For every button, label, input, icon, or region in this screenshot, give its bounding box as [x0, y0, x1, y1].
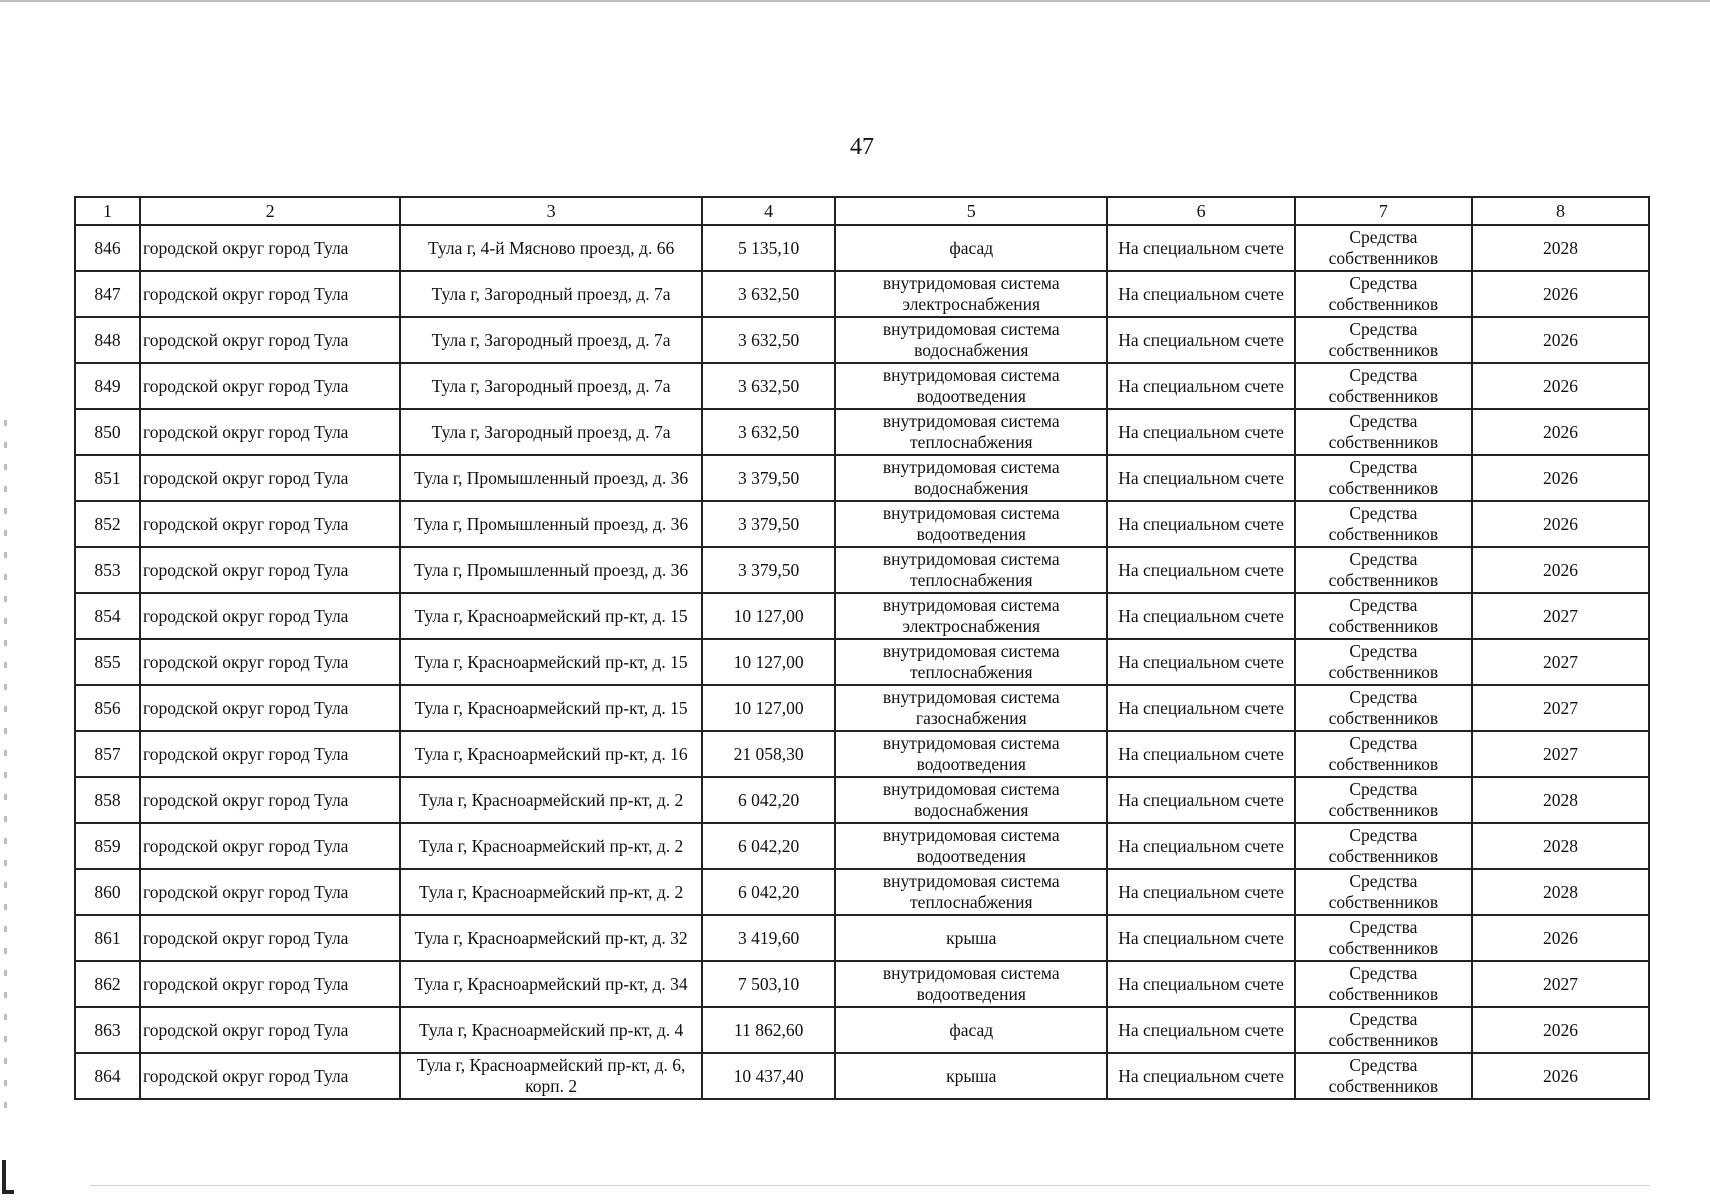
account-type-cell: На специальном счете: [1107, 685, 1295, 731]
account-type-cell: На специальном счете: [1107, 455, 1295, 501]
account-type-cell: На специальном счете: [1107, 731, 1295, 777]
year-cell: 2026: [1472, 501, 1649, 547]
table-row: [75, 639, 1649, 685]
work-type-cell: внутридомовая система электроснабжения: [835, 593, 1107, 639]
table-row: [75, 317, 1649, 363]
address-cell: Тула г, Загородный проезд, д. 7а: [400, 409, 702, 455]
year-cell: 2028: [1472, 869, 1649, 915]
column-header: 8: [1472, 197, 1649, 225]
row-number-cell: 863: [75, 1007, 140, 1053]
year-cell: 2026: [1472, 317, 1649, 363]
address-cell: Тула г, Промышленный проезд, д. 36: [400, 547, 702, 593]
row-number-cell: 852: [75, 501, 140, 547]
row-number-cell: 858: [75, 777, 140, 823]
row-number-cell: 855: [75, 639, 140, 685]
area-cell: 6 042,20: [702, 823, 835, 869]
municipality-cell: городской округ город Тула: [140, 455, 400, 501]
year-cell: 2026: [1472, 409, 1649, 455]
address-cell: Тула г, Красноармейский пр-кт, д. 4: [400, 1007, 702, 1053]
row-number-cell: 848: [75, 317, 140, 363]
funding-source-cell: Средства собственников: [1295, 961, 1472, 1007]
row-number-cell: 851: [75, 455, 140, 501]
table-row: [75, 1007, 1649, 1053]
area-cell: 10 127,00: [702, 685, 835, 731]
funding-source-cell: Средства собственников: [1295, 1053, 1472, 1099]
row-number-cell: 849: [75, 363, 140, 409]
year-cell: 2026: [1472, 547, 1649, 593]
account-type-cell: На специальном счете: [1107, 271, 1295, 317]
area-cell: 3 632,50: [702, 317, 835, 363]
column-header: 5: [835, 197, 1107, 225]
funding-source-cell: Средства собственников: [1295, 271, 1472, 317]
municipality-cell: городской округ город Тула: [140, 363, 400, 409]
address-cell: Тула г, Красноармейский пр-кт, д. 15: [400, 639, 702, 685]
area-cell: 3 632,50: [702, 363, 835, 409]
funding-source-cell: Средства собственников: [1295, 363, 1472, 409]
municipality-cell: городской округ город Тула: [140, 639, 400, 685]
area-cell: 3 632,50: [702, 409, 835, 455]
year-cell: 2028: [1472, 225, 1649, 271]
municipality-cell: городской округ город Тула: [140, 409, 400, 455]
area-cell: 6 042,20: [702, 869, 835, 915]
address-cell: Тула г, Красноармейский пр-кт, д. 2: [400, 869, 702, 915]
column-header: 7: [1295, 197, 1472, 225]
row-number-cell: 864: [75, 1053, 140, 1099]
table-row: [75, 1053, 1649, 1099]
work-type-cell: внутридомовая система водоотведения: [835, 961, 1107, 1007]
column-header: 1: [75, 197, 140, 225]
work-type-cell: внутридомовая система водоотведения: [835, 731, 1107, 777]
table-row: [75, 363, 1649, 409]
address-cell: Тула г, Красноармейский пр-кт, д. 15: [400, 593, 702, 639]
funding-source-cell: Средства собственников: [1295, 225, 1472, 271]
table-row: [75, 685, 1649, 731]
funding-source-cell: Средства собственников: [1295, 869, 1472, 915]
column-header: 2: [140, 197, 400, 225]
account-type-cell: На специальном счете: [1107, 823, 1295, 869]
municipality-cell: городской округ город Тула: [140, 731, 400, 777]
area-cell: 3 419,60: [702, 915, 835, 961]
table-row: [75, 869, 1649, 915]
account-type-cell: На специальном счете: [1107, 225, 1295, 271]
address-cell: Тула г, Загородный проезд, д. 7а: [400, 363, 702, 409]
row-number-cell: 861: [75, 915, 140, 961]
funding-source-cell: Средства собственников: [1295, 915, 1472, 961]
funding-source-cell: Средства собственников: [1295, 1007, 1472, 1053]
address-cell: Тула г, Красноармейский пр-кт, д. 34: [400, 961, 702, 1007]
address-cell: Тула г, 4-й Мясново проезд, д. 66: [400, 225, 702, 271]
work-type-cell: внутридомовая система водоотведения: [835, 823, 1107, 869]
account-type-cell: На специальном счете: [1107, 317, 1295, 363]
account-type-cell: На специальном счете: [1107, 777, 1295, 823]
area-cell: 10 437,40: [702, 1053, 835, 1099]
row-number-cell: 850: [75, 409, 140, 455]
account-type-cell: На специальном счете: [1107, 547, 1295, 593]
work-type-cell: крыша: [835, 915, 1107, 961]
work-type-cell: внутридомовая система теплоснабжения: [835, 869, 1107, 915]
scan-edge-top: [0, 0, 1710, 2]
address-cell: Тула г, Красноармейский пр-кт, д. 2: [400, 823, 702, 869]
work-type-cell: внутридомовая система водоотведения: [835, 501, 1107, 547]
funding-source-cell: Средства собственников: [1295, 455, 1472, 501]
work-type-cell: крыша: [835, 1053, 1107, 1099]
work-type-cell: фасад: [835, 1007, 1107, 1053]
account-type-cell: На специальном счете: [1107, 363, 1295, 409]
account-type-cell: На специальном счете: [1107, 915, 1295, 961]
row-number-cell: 846: [75, 225, 140, 271]
row-number-cell: 860: [75, 869, 140, 915]
table-row: [75, 547, 1649, 593]
account-type-cell: На специальном счете: [1107, 1053, 1295, 1099]
table-row: [75, 501, 1649, 547]
work-type-cell: внутридомовая система водоснабжения: [835, 455, 1107, 501]
account-type-cell: На специальном счете: [1107, 593, 1295, 639]
area-cell: 6 042,20: [702, 777, 835, 823]
area-cell: 10 127,00: [702, 593, 835, 639]
municipality-cell: городской округ город Тула: [140, 547, 400, 593]
column-header: 3: [400, 197, 702, 225]
account-type-cell: На специальном счете: [1107, 639, 1295, 685]
funding-source-cell: Средства собственников: [1295, 593, 1472, 639]
table-row: [75, 593, 1649, 639]
area-cell: 21 058,30: [702, 731, 835, 777]
year-cell: 2026: [1472, 915, 1649, 961]
area-cell: 3 632,50: [702, 271, 835, 317]
work-type-cell: фасад: [835, 225, 1107, 271]
row-number-cell: 862: [75, 961, 140, 1007]
funding-source-cell: Средства собственников: [1295, 317, 1472, 363]
column-header: 4: [702, 197, 835, 225]
table-row: [75, 271, 1649, 317]
funding-source-cell: Средства собственников: [1295, 409, 1472, 455]
table-row: [75, 409, 1649, 455]
year-cell: 2026: [1472, 455, 1649, 501]
table-row: [75, 455, 1649, 501]
table-header-row: [75, 197, 1649, 225]
year-cell: 2027: [1472, 639, 1649, 685]
area-cell: 3 379,50: [702, 501, 835, 547]
funding-source-cell: Средства собственников: [1295, 731, 1472, 777]
table-row: [75, 731, 1649, 777]
page-number: 47: [850, 134, 874, 160]
row-number-cell: 859: [75, 823, 140, 869]
table-row: [75, 225, 1649, 271]
account-type-cell: На специальном счете: [1107, 409, 1295, 455]
work-type-cell: внутридомовая система теплоснабжения: [835, 639, 1107, 685]
work-type-cell: внутридомовая система электроснабжения: [835, 271, 1107, 317]
work-type-cell: внутридомовая система водоснабжения: [835, 777, 1107, 823]
area-cell: 3 379,50: [702, 455, 835, 501]
row-number-cell: 847: [75, 271, 140, 317]
year-cell: 2028: [1472, 777, 1649, 823]
municipality-cell: городской округ город Тула: [140, 823, 400, 869]
year-cell: 2026: [1472, 1053, 1649, 1099]
column-header: 6: [1107, 197, 1295, 225]
account-type-cell: На специальном счете: [1107, 501, 1295, 547]
row-number-cell: 854: [75, 593, 140, 639]
table-row: [75, 823, 1649, 869]
work-type-cell: внутридомовая система теплоснабжения: [835, 409, 1107, 455]
funding-source-cell: Средства собственников: [1295, 823, 1472, 869]
funding-source-cell: Средства собственников: [1295, 777, 1472, 823]
year-cell: 2026: [1472, 363, 1649, 409]
municipality-cell: городской округ город Тула: [140, 317, 400, 363]
work-type-cell: внутридомовая система водоотведения: [835, 363, 1107, 409]
account-type-cell: На специальном счете: [1107, 961, 1295, 1007]
address-cell: Тула г, Промышленный проезд, д. 36: [400, 501, 702, 547]
year-cell: 2026: [1472, 1007, 1649, 1053]
work-type-cell: внутридомовая система газоснабжения: [835, 685, 1107, 731]
municipality-cell: городской округ город Тула: [140, 271, 400, 317]
municipality-cell: городской округ город Тула: [140, 1053, 400, 1099]
municipality-cell: городской округ город Тула: [140, 225, 400, 271]
address-cell: Тула г, Красноармейский пр-кт, д. 2: [400, 777, 702, 823]
work-type-cell: внутридомовая система теплоснабжения: [835, 547, 1107, 593]
repair-schedule-table: [74, 196, 1650, 1100]
area-cell: 10 127,00: [702, 639, 835, 685]
scan-corner-mark: [2, 1160, 14, 1194]
year-cell: 2027: [1472, 685, 1649, 731]
funding-source-cell: Средства собственников: [1295, 639, 1472, 685]
address-cell: Тула г, Загородный проезд, д. 7а: [400, 271, 702, 317]
funding-source-cell: Средства собственников: [1295, 547, 1472, 593]
work-type-cell: внутридомовая система водоснабжения: [835, 317, 1107, 363]
municipality-cell: городской округ город Тула: [140, 915, 400, 961]
year-cell: 2026: [1472, 271, 1649, 317]
area-cell: 11 862,60: [702, 1007, 835, 1053]
area-cell: 3 379,50: [702, 547, 835, 593]
year-cell: 2028: [1472, 823, 1649, 869]
account-type-cell: На специальном счете: [1107, 869, 1295, 915]
row-number-cell: 853: [75, 547, 140, 593]
municipality-cell: городской округ город Тула: [140, 961, 400, 1007]
municipality-cell: городской округ город Тула: [140, 501, 400, 547]
year-cell: 2027: [1472, 593, 1649, 639]
address-cell: Тула г, Промышленный проезд, д. 36: [400, 455, 702, 501]
area-cell: 7 503,10: [702, 961, 835, 1007]
address-cell: Тула г, Красноармейский пр-кт, д. 16: [400, 731, 702, 777]
funding-source-cell: Средства собственников: [1295, 685, 1472, 731]
municipality-cell: городской округ город Тула: [140, 593, 400, 639]
scan-edge-bottom: [90, 1185, 1650, 1186]
area-cell: 5 135,10: [702, 225, 835, 271]
year-cell: 2027: [1472, 961, 1649, 1007]
municipality-cell: городской округ город Тула: [140, 777, 400, 823]
row-number-cell: 856: [75, 685, 140, 731]
address-cell: Тула г, Загородный проезд, д. 7а: [400, 317, 702, 363]
table-row: [75, 915, 1649, 961]
row-number-cell: 857: [75, 731, 140, 777]
year-cell: 2027: [1472, 731, 1649, 777]
address-cell: Тула г, Красноармейский пр-кт, д. 15: [400, 685, 702, 731]
address-cell: Тула г, Красноармейский пр-кт, д. 32: [400, 915, 702, 961]
account-type-cell: На специальном счете: [1107, 1007, 1295, 1053]
municipality-cell: городской округ город Тула: [140, 869, 400, 915]
table-row: [75, 777, 1649, 823]
funding-source-cell: Средства собственников: [1295, 501, 1472, 547]
address-cell: Тула г, Красноармейский пр-кт, д. 6, корп. 2: [400, 1053, 702, 1099]
municipality-cell: городской округ город Тула: [140, 1007, 400, 1053]
scan-edge-left: [4, 420, 7, 1120]
municipality-cell: городской округ город Тула: [140, 685, 400, 731]
table-row: [75, 961, 1649, 1007]
